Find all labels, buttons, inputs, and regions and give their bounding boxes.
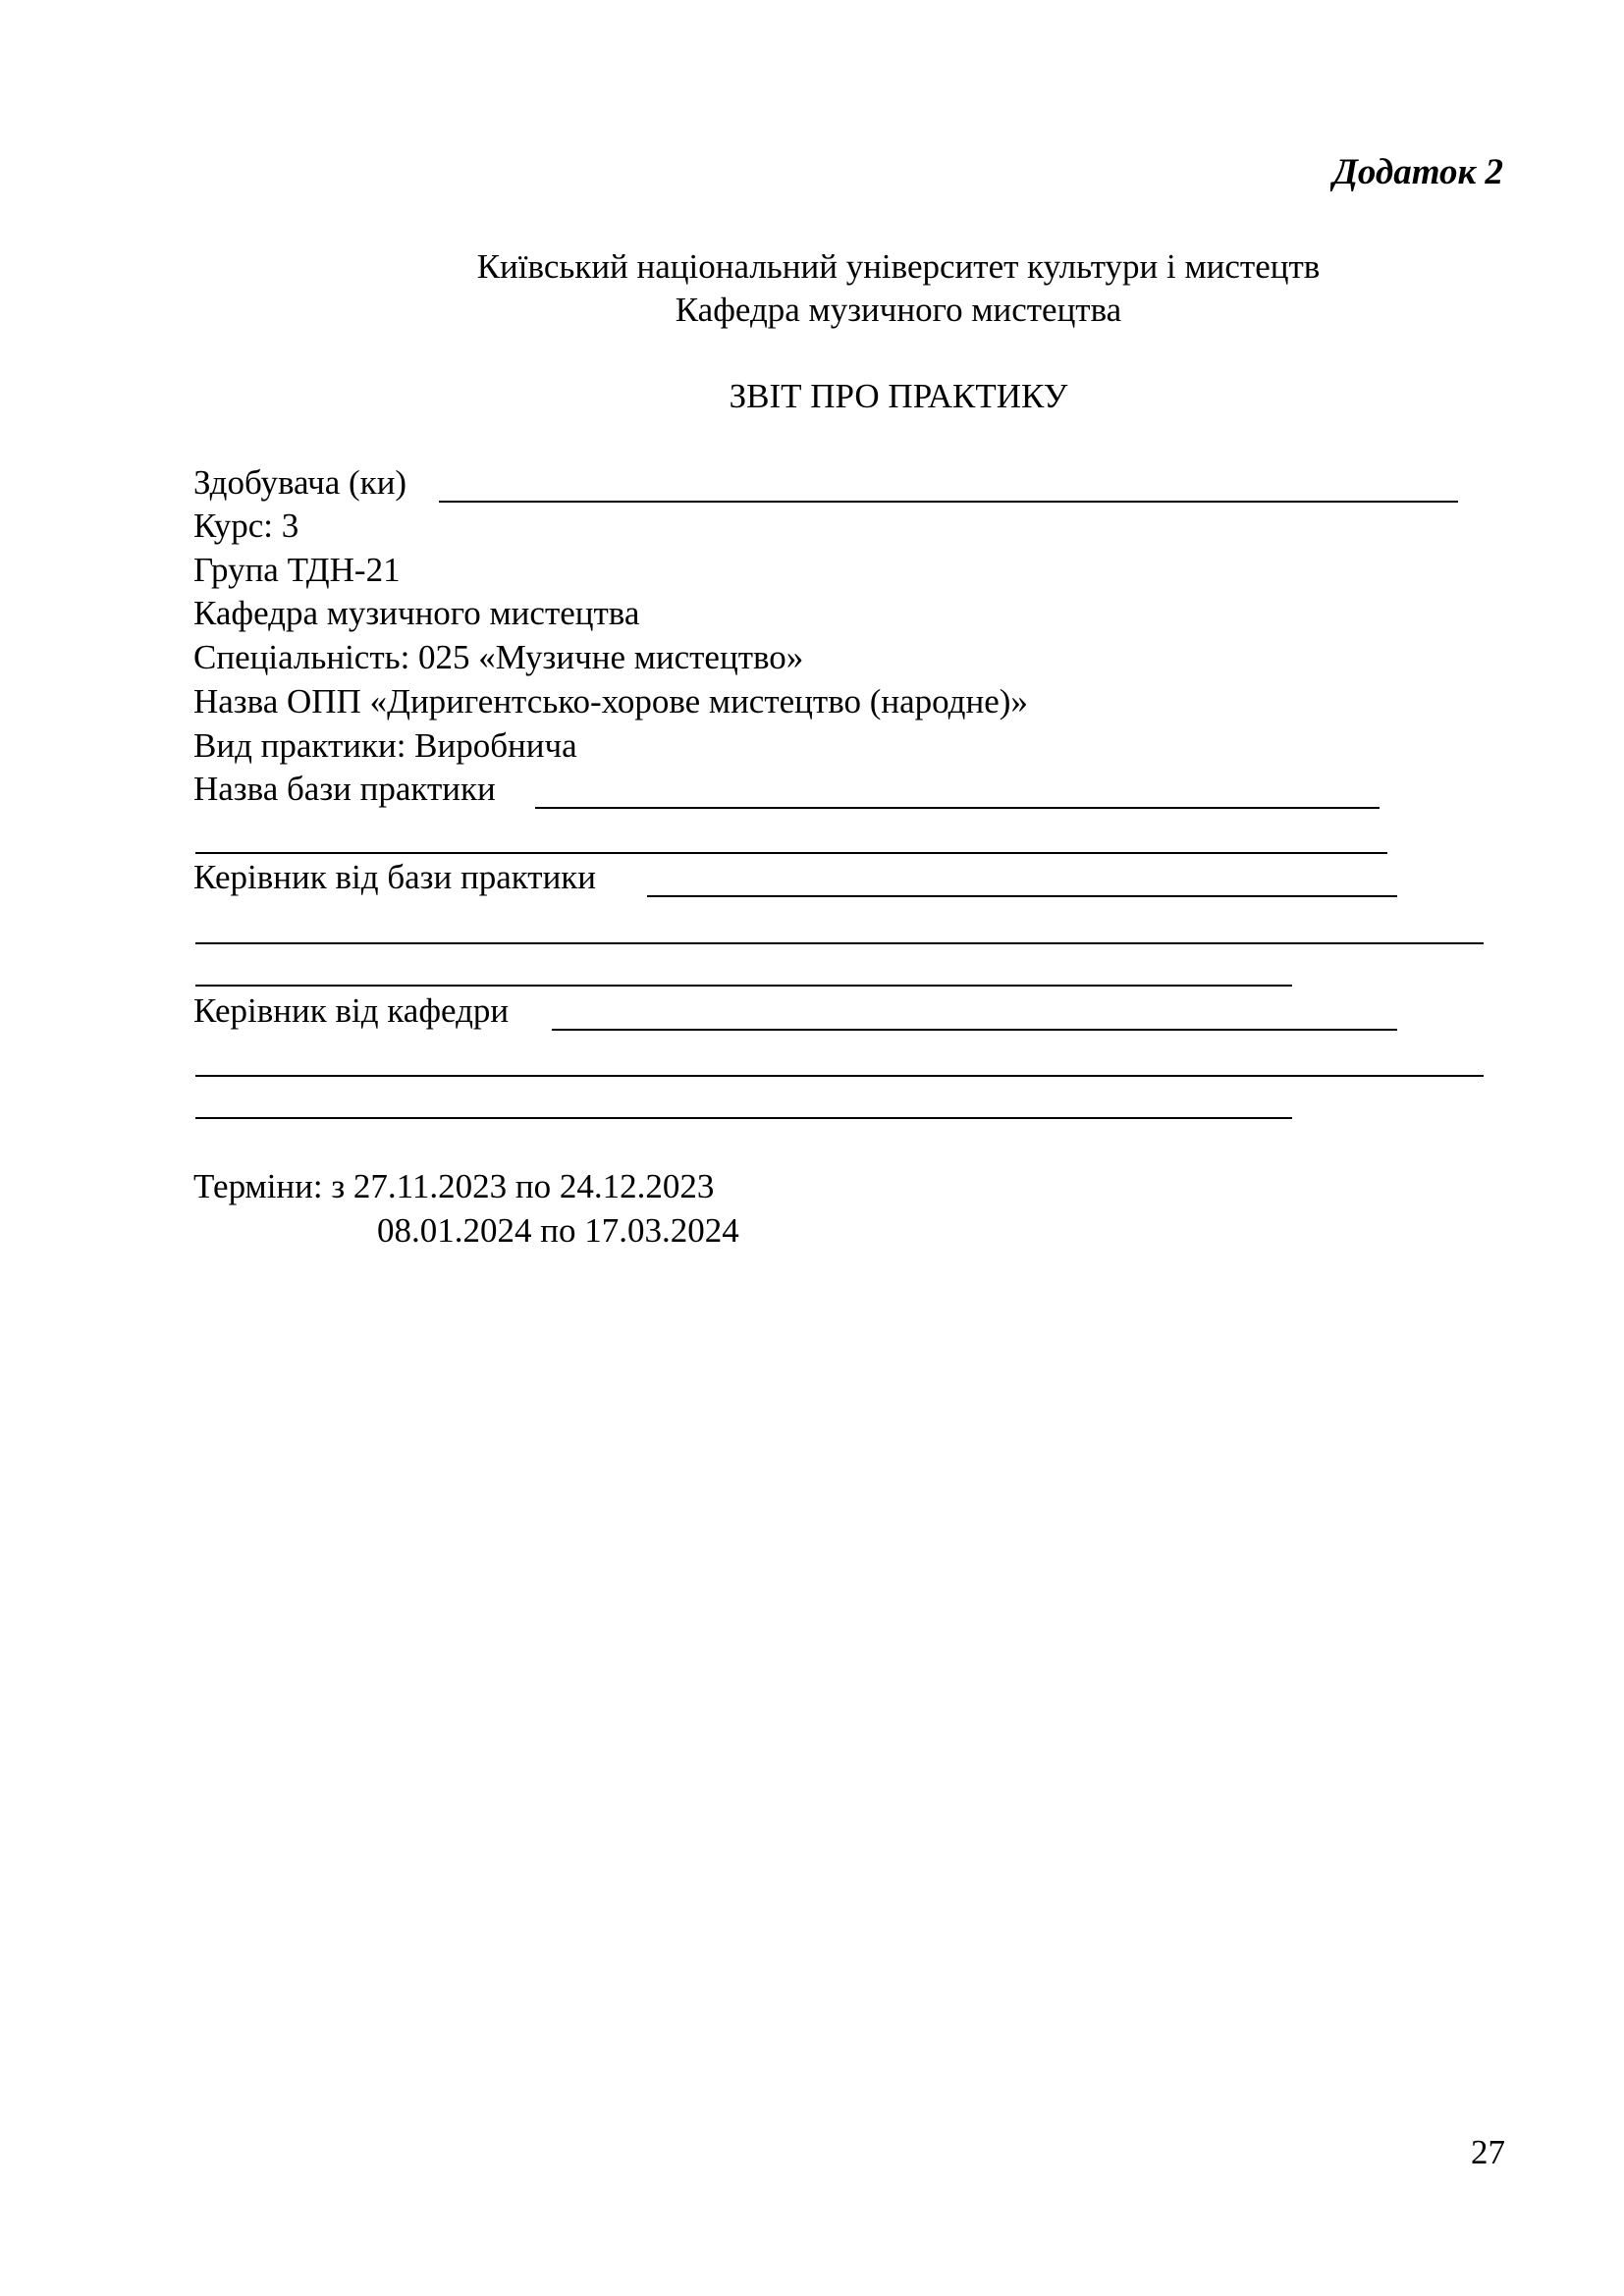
base-name-fill-line[interactable] (535, 807, 1380, 809)
student-fill-line[interactable] (439, 501, 1458, 503)
specialty-line: Спеціальність: 025 «Музичне мистецтво» (193, 638, 804, 676)
dept-supervisor-fill-line-2[interactable] (195, 1075, 1484, 1077)
terms-line-1: Терміни: з 27.11.2023 по 24.12.2023 (193, 1167, 715, 1205)
practice-type-line: Вид практики: Виробнича (193, 726, 577, 765)
dept-supervisor-fill-line[interactable] (552, 1029, 1397, 1031)
base-supervisor-fill-line-3[interactable] (195, 985, 1292, 987)
base-name-fill-line-2[interactable] (195, 852, 1387, 854)
base-supervisor-fill-line-2[interactable] (195, 942, 1484, 944)
page-number: 27 (1471, 2133, 1505, 2171)
base-name-label: Назва бази практики (193, 770, 496, 808)
base-supervisor-fill-line[interactable] (647, 895, 1397, 897)
base-supervisor-label: Керівник від бази практики (193, 858, 597, 896)
program-line: Назва ОПП «Диригентсько-хорове мистецтво (народне)» (193, 682, 1028, 721)
department-name: Кафедра музичного мистецтва (675, 291, 1122, 329)
student-label: Здобувача (ки) (193, 463, 407, 502)
department-line: Кафедра музичного мистецтва (193, 594, 640, 632)
appendix-label: Додаток 2 (1332, 152, 1503, 192)
university-name: Київський національний університет культури і мистецтв (476, 247, 1321, 286)
course-line: Курс: 3 (193, 507, 299, 545)
report-title: ЗВІТ ПРО ПРАКТИКУ (729, 377, 1068, 415)
dept-supervisor-label: Керівник від кафедри (193, 991, 510, 1030)
group-line: Група ТДН-21 (193, 551, 401, 589)
terms-line-2: 08.01.2024 по 17.03.2024 (377, 1211, 739, 1250)
dept-supervisor-fill-line-3[interactable] (195, 1117, 1292, 1119)
